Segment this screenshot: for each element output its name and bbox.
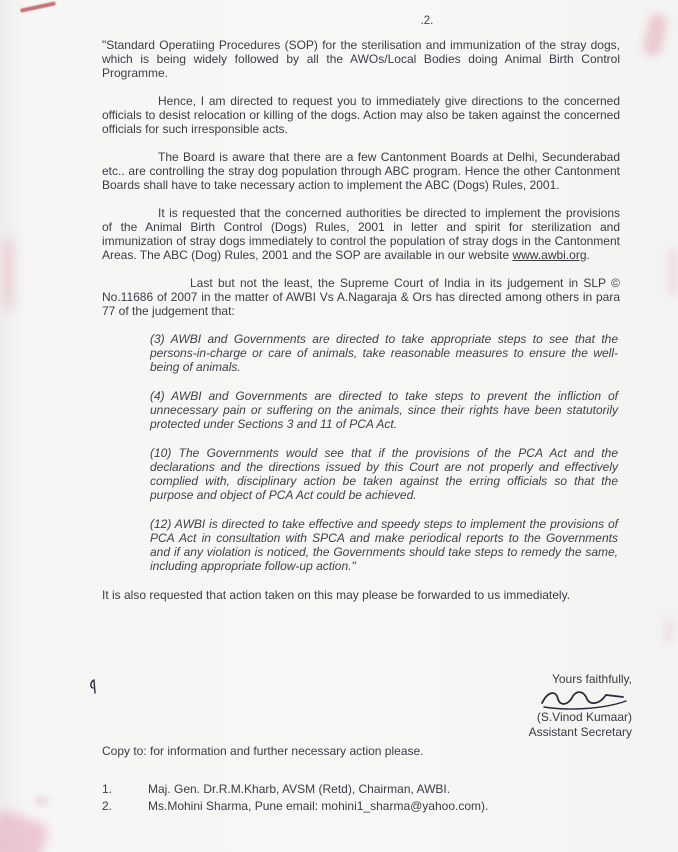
copy-to-item-number: 2. [102,799,113,813]
signatory-title: Assistant Secretary [528,725,632,739]
paragraph-request [102,206,620,262]
signature-scribble [536,688,628,712]
copy-to-item-text: Maj. Gen. Dr.R.M.Kharb, AVSM (Retd), Chairman, AWBI. [148,782,451,796]
copy-to-section [102,744,582,816]
scan-smudge-bottom-left-small [34,796,49,806]
copy-to-item [102,799,582,813]
paragraph-board: The Board is aware that there are a few Cantonment Boards at Delhi, Secunderabad etc.. are controlling the stray dog population through ABC program. Hence the other Cantonment Boards shall have to take necessary action to implement the ABC (Dogs) Rules, 2001. [102,150,620,192]
scan-smudge-bottom-left [0,808,51,852]
judgement-para-10: (10) The Governments would see that if the provisions of the PCA Act and the declarations and the directions issued by this Court are not properly and effectively complied with, disciplinary action be taken against the erring officials so that the purpose and object of PCA Act could be achieved. [150,446,618,502]
copy-to-list [102,782,582,813]
scan-smudge-right-low [664,618,674,644]
judgement-para-12: (12) AWBI is directed to take effective and speedy steps to implement the provisions of PCA Act in consultation with SPCA and make periodical reports to the Governments and if any violation is noticed, the Governments should take steps to remedy the same, including appropriate follow-up action." [150,517,618,573]
copy-to-heading: Copy to: for information and further necessary action please. [102,744,424,758]
pen-mark [88,678,100,696]
signature-block [529,672,632,740]
copy-to-item-number: 1. [102,782,113,796]
paragraph-sop: "Standard Operatiing Procedures (SOP) for the sterilisation and immunization of the stray dogs, which is being widely followed by all the AWOs/Local Bodies doing Animal Birth Control Programme. [102,38,620,80]
signatory-name: (S.Vinod Kumaar) [536,710,632,724]
page-number: .2. [420,15,434,27]
awbi-website-link[interactable]: www.awbi.org [512,248,587,262]
judgement-para-4: (4) AWBI and Governments are directed to take steps to prevent the infliction of unnecessary pain or suffering on the animals, since their rights have been statutorily protected under Sections 3 and 11 of PCA Act. [150,389,618,431]
judgement-para-3: (3) AWBI and Governments are directed to take appropriate steps to see that the persons-in-charge or care of animals, take reasonable measures to ensure the well-being of animals. [150,332,618,374]
paragraph-request-period: . [586,248,590,262]
copy-to-item [102,782,582,796]
paragraph-request-text: It is requested that the concerned authorities be directed to implement the provisions of the Animal Birth Control (Dogs) Rules, 2001 in letter and spirit for sterilization and immunization of stray dogs immediately to control the population of stray dogs in the Cantonment Areas. The ABC (Dog) Rules, 2001 and the SOP are available in our website [102,206,620,262]
paragraph-supreme-court: Last but not the least, the Supreme Court of India in its judgement in SLP © No.11686 of 2007 in the matter of AWBI Vs A.Nagaraja & Ors has directed among others in para 77 of the judgement that: [102,276,620,318]
valediction: Yours faithfully, [551,672,632,686]
copy-to-item-text: Ms.Mohini Sharma, Pune email: mohini1_sharma@yahoo.com). [148,799,489,813]
closing-request: It is also requested that action taken on this may please be forwarded to us immediately. [102,588,571,602]
paragraph-hence: Hence, I am directed to request you to immediately give directions to the concerned officials to desist relocation or killing of the dogs. Action may also be taken against the concerned officials for such irresponsible acts. [102,94,620,136]
